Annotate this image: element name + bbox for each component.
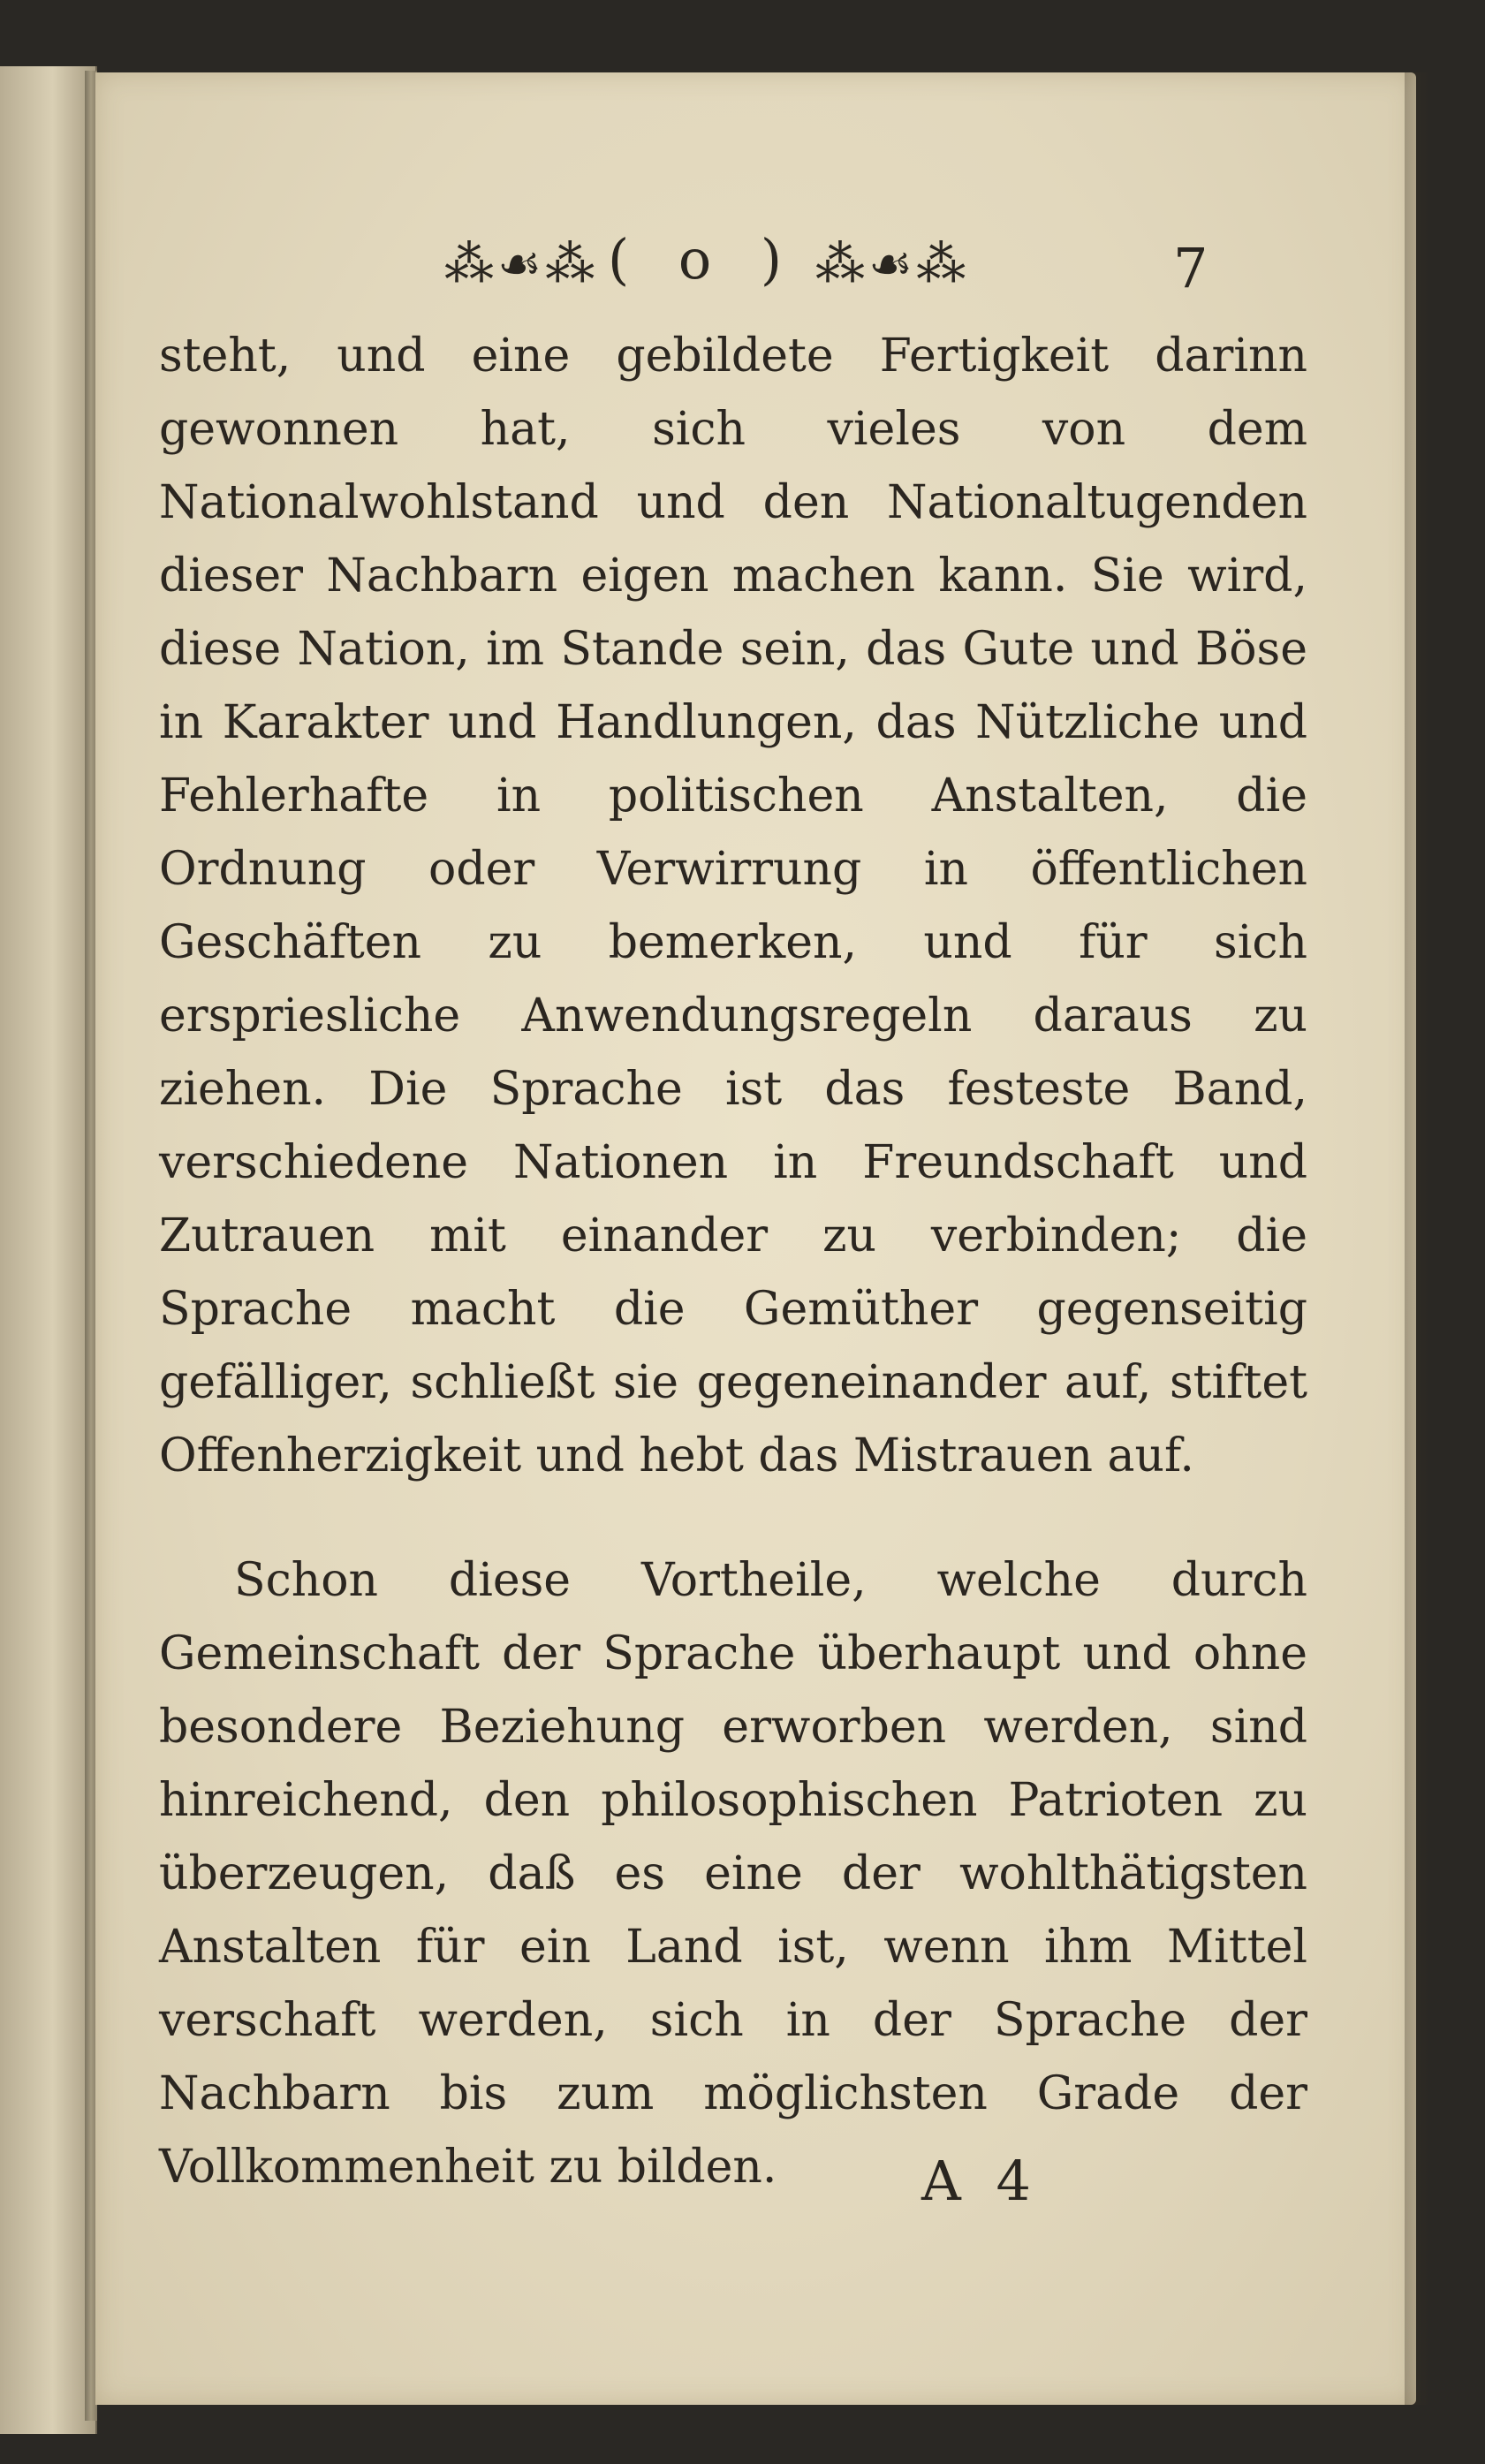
running-header [95,227,1416,307]
ornament-right-icon: ⁂☙⁂ [815,236,970,293]
body-text [159,320,1307,2204]
signature-mark: A 4 [921,2149,1040,2213]
ornament-left-icon: ⁂☙⁂ [444,236,599,293]
paragraph-2: Schon diese Vortheile, welche durch Gemeinschaft der Sprache überhaupt und ohne besondere Beziehung erworben werden, sind hinreichend, den philosophischen Patrioten zu überzeugen, daß es eine der wohlthätigsten Anstalten für ein Land ist, wenn ihm Mittel verschaft werden, sich in der Sprache der Nachbarn bis zum möglichsten Grade der Vollkommenheit zu bilden. [159,1554,1307,2194]
facing-page-edge [0,66,97,2434]
paragraph-1: steht, und eine gebildete Fertigkeit darinn gewonnen hat, sich vieles von dem Nationalwohlstand und den Nationaltugenden dieser Nachbarn eigen machen kann. Sie wird, diese Nation, im Stande sein, das Gute und Böse in Karakter und Handlungen, das Nützliche und Fehlerhafte in politischen Anstalten, die Ordnung oder Verwirrung in öffentlichen Geschäften zu bemerken, und für sich erspriesliche Anwendungsregeln daraus zu ziehen. Die Sprache ist das festeste Band, verschiedene Nationen in Freundschaft und Zutrauen mit einander zu verbinden; die Sprache macht die Gemüther gegenseitig gefälliger, schließt sie gegeneinander auf, stiftet Offenherzigkeit und hebt das Mistrauen auf. [159,330,1307,1482]
header-mark: ( o ) [608,227,799,292]
page-shadow [1405,72,1431,2405]
book-page [95,72,1416,2405]
page-number: 7 [1173,236,1208,300]
